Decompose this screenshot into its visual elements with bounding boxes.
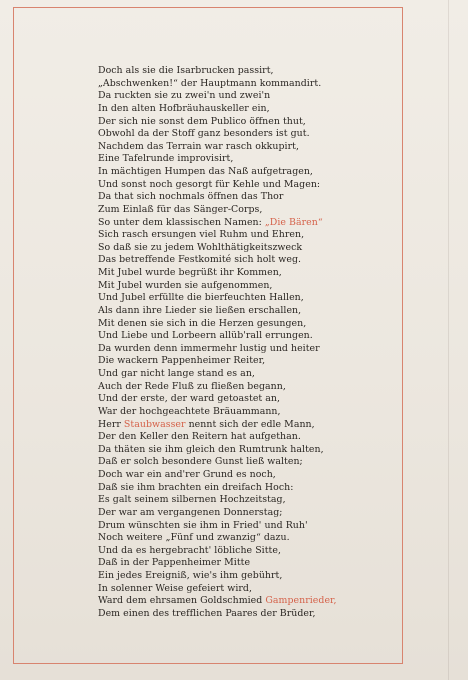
line-text: Es galt seinem silbernen Hochzeitstag, [98,494,286,506]
poem-line [98,217,337,230]
poem-line [98,242,337,255]
line-text: Zum Einlaß für das Sänger-Corps, [98,203,263,215]
poem-line [98,318,337,331]
highlighted-name: Staubwasser [123,418,186,430]
poem-line [98,229,337,242]
line-text: Auch der Rede Fluß zu fließen begann, [98,380,286,392]
poem-line [98,254,337,267]
poem-line [98,153,337,166]
poem-line [98,166,337,179]
line-text: Da wurden denn immermehr lustig und heiter [98,342,320,354]
line-text: Drum wünschten sie ihm in Fried' und Ruh' [98,519,308,531]
poem-line [98,141,337,154]
line-text: Dem einen des trefflichen Paares der Brüder, [98,607,316,619]
line-text: Mit denen sie sich in die Herzen gesungen, [98,317,307,329]
poem-line [98,570,337,583]
line-text: Sich rasch ersungen viel Ruhm und Ehren, [98,229,305,241]
line-text: Herr [98,418,124,430]
poem-line [98,381,337,394]
poem-line [98,179,337,192]
line-text: Und sonst noch gesorgt für Kehle und Magen: [98,178,321,190]
poem-line [98,507,337,520]
line-text: In den alten Hofbräuhauskeller ein, [98,102,270,114]
poem-line [98,292,337,305]
poem-line [98,444,337,457]
poem-line [98,128,337,141]
line-text: „Abschwenken!“ der Hauptmann kommandirt. [98,77,322,89]
line-text: In solenner Weise gefeiert wird, [98,582,252,594]
line-text: Die wackern Pappenheimer Reiter, [98,355,266,367]
poem-line [98,494,337,507]
poem-line [98,520,337,533]
line-text: Da that sich nochmals öffnen das Thor [98,191,284,203]
line-text: Eine Tafelrunde improvisirt, [98,153,234,165]
poem-line [98,267,337,280]
poem-line [98,103,337,116]
poem-line [98,583,337,596]
poem-line [98,456,337,469]
poem-line [98,431,337,444]
poem-line [98,191,337,204]
highlighted-name: Gampenrieder, [265,595,337,607]
line-text: nennt sich der edle Mann, [185,418,315,430]
line-text: Und gar nicht lange stand es an, [98,368,255,379]
line-text: Und Jubel erfüllte die bierfeuchten Hallen, [98,292,304,304]
poem-text [98,65,337,621]
line-text: Ein jedes Ereigniß, wie's ihm gebührt, [98,570,283,581]
poem-line [98,280,337,293]
line-text: Als dann ihre Lieder sie ließen erschallen, [98,304,302,316]
poem-line [98,116,337,129]
poem-line [98,406,337,419]
poem-line [98,482,337,495]
poem-line [98,545,337,558]
line-text: Der sich nie sonst dem Publico öffnen thut, [98,115,306,127]
line-text: In mächtigen Humpen das Naß aufgetragen, [98,166,313,177]
poem-line [98,595,337,608]
poem-line [98,343,337,356]
poem-line [98,90,337,103]
line-text: Daß er solch besondere Gunst ließ walten; [98,456,303,468]
poem-line [98,532,337,545]
poem-line [98,78,337,91]
line-text: Noch weitere „Fünf und zwanzig“ dazu. [98,532,290,544]
page-fold [448,0,449,680]
line-text: Und der erste, der ward getoastet an, [98,393,281,405]
line-text: Der war am vergangenen Donnerstag; [98,506,283,518]
poem-line [98,355,337,368]
poem-line [98,393,337,406]
poem-line [98,419,337,432]
poem-line [98,469,337,482]
line-text: Mit Jubel wurden sie aufgenommen, [98,279,273,291]
line-text: Und Liebe und Lorbeern allüb'rall errungen. [98,330,313,342]
line-text: Mit Jubel wurde begrüßt ihr Kommen, [98,267,282,278]
line-text: Doch als sie die Isarbrucken passirt, [98,65,274,76]
line-text: Daß in der Pappenheimer Mitte [98,557,251,569]
poem-line [98,608,337,621]
line-text: Ward dem ehrsamen Goldschmied [98,595,266,607]
line-text: So unter dem klassischen Namen: [98,216,265,228]
line-text: Da ruckten sie zu zwei'n und zwei'n [98,90,271,102]
line-text: War der hochgeachtete Bräuammann, [98,405,281,417]
poem-line [98,330,337,343]
line-text: Da thäten sie ihm gleich den Rumtrunk halten, [98,443,324,455]
line-text: So daß sie zu jedem Wohlthätigkeitszweck [98,241,303,253]
poem-line [98,65,337,78]
poem-line [98,368,337,381]
line-text: Doch war ein and'rer Grund es noch, [98,469,276,480]
line-text: Nachdem das Terrain war rasch okkupirt, [98,140,299,152]
poem-line [98,305,337,318]
line-text: Und da es hergebracht' löbliche Sitte, [98,544,281,556]
line-text: Obwohl da der Stoff ganz besonders ist gut. [98,128,310,140]
poem-line [98,204,337,217]
poem-line [98,557,337,570]
line-text: Der den Keller den Reitern hat aufgethan. [98,431,301,443]
highlighted-name: „Die Bären“ [264,216,323,228]
line-text: Das betreffende Festkomité sich holt weg. [98,254,302,266]
line-text: Daß sie ihm brachten ein dreifach Hoch: [98,481,294,493]
